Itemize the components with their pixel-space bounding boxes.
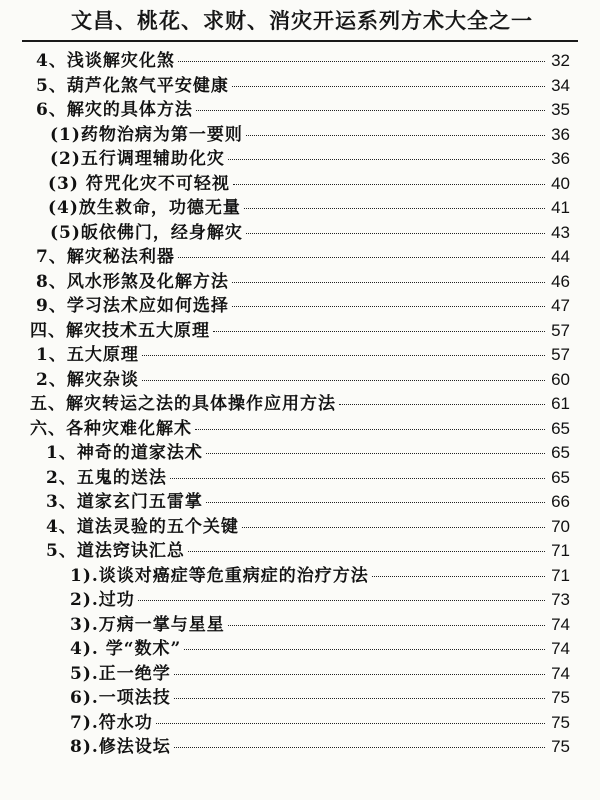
toc-entry-text: 1、五大原理 xyxy=(36,345,139,365)
dot-leader xyxy=(178,61,545,62)
toc-page-number: 40 xyxy=(551,173,570,193)
toc-entry xyxy=(36,267,570,291)
toc-entry xyxy=(70,732,570,756)
dot-leader xyxy=(232,306,545,307)
toc-page-number: 36 xyxy=(551,124,570,144)
toc-entry-text: 7).符水功 xyxy=(70,712,153,733)
toc-entry-text: 五、解灾转运之法的具体操作应用方法 xyxy=(30,394,336,414)
toc-page-number: 32 xyxy=(551,51,570,70)
toc-entry xyxy=(36,340,570,364)
toc-page-number: 36 xyxy=(551,149,570,168)
dot-leader xyxy=(242,527,545,528)
toc-entry xyxy=(70,708,570,732)
toc-entry-text: 5、葫芦化煞气平安健康 xyxy=(36,75,229,96)
toc-entry xyxy=(70,561,570,585)
toc-entry xyxy=(46,487,570,511)
dot-leader xyxy=(138,600,545,601)
toc-entry-text: 5).正一绝学 xyxy=(70,663,171,684)
toc-entry-text: (2)五行调理辅助化灾 xyxy=(50,149,225,169)
toc-page-number: 61 xyxy=(551,394,570,413)
toc-entry-text: 2、五鬼的送法 xyxy=(46,467,167,488)
toc-entry xyxy=(36,71,570,95)
toc-page-number: 71 xyxy=(551,541,570,560)
toc-entry xyxy=(46,463,570,487)
toc-entry xyxy=(30,316,570,340)
dot-leader xyxy=(174,747,545,748)
toc-entry-text: (4)放生救命，功德无量 xyxy=(48,198,241,218)
toc-entry xyxy=(50,120,570,144)
dot-leader xyxy=(170,478,545,479)
toc-entry-text: (1)药物治病为第一要则 xyxy=(50,124,243,145)
toc-entry xyxy=(70,683,570,707)
dot-leader xyxy=(213,331,545,332)
toc-page-number: 74 xyxy=(551,614,570,634)
toc-entry-text: 5、道法窍诀汇总 xyxy=(46,541,185,561)
toc-entry xyxy=(30,389,570,413)
toc-entry-text: 4、道法灵验的五个关键 xyxy=(46,516,239,537)
toc-entry-text: 2).过功 xyxy=(70,590,135,610)
toc-entry xyxy=(50,218,570,242)
toc-page-number: 43 xyxy=(551,222,570,242)
toc-page-number: 75 xyxy=(551,737,570,756)
toc-entry-text: 3、道家玄门五雷掌 xyxy=(46,492,203,512)
dot-leader xyxy=(206,502,545,503)
toc-entry-text: (5)皈依佛门，经身解灾 xyxy=(50,222,243,243)
toc-page-number: 47 xyxy=(551,296,570,315)
toc-page-number: 44 xyxy=(551,247,570,266)
toc-entry-text: 9、学习法术应如何选择 xyxy=(36,296,229,316)
dot-leader xyxy=(188,551,545,552)
toc-page-number: 65 xyxy=(551,443,570,462)
dot-leader xyxy=(233,184,545,185)
toc-entry-text: 8、风水形煞及化解方法 xyxy=(36,271,229,292)
dot-leader xyxy=(244,208,545,209)
toc-entry xyxy=(46,438,570,462)
dot-leader xyxy=(156,723,545,724)
toc-entry xyxy=(36,365,570,389)
toc-page-number: 46 xyxy=(551,271,570,291)
toc-entry xyxy=(46,536,570,560)
dot-leader xyxy=(174,674,545,675)
header-rule xyxy=(22,40,578,42)
dot-leader xyxy=(195,429,545,430)
toc-entry-text: (3) 符咒化灾不可轻视 xyxy=(48,173,230,194)
toc-entry-text: 六、各种灾难化解术 xyxy=(30,418,192,439)
dot-leader xyxy=(228,159,545,160)
running-header: 文昌、桃花、求财、消灾开运系列方术大全之一 xyxy=(71,8,533,33)
toc-page-number: 75 xyxy=(551,688,570,707)
toc-entry-text: 4). 学“数术” xyxy=(70,639,182,659)
toc-entry-text: 8).修法设坛 xyxy=(70,737,171,757)
dot-leader xyxy=(228,625,545,626)
toc-entry xyxy=(36,46,570,70)
toc-entry-text: 3).万病一掌与星星 xyxy=(70,614,225,635)
dot-leader xyxy=(232,86,545,87)
toc-page-number: 41 xyxy=(551,198,570,217)
dot-leader xyxy=(196,110,545,111)
toc-page-number: 60 xyxy=(551,369,570,389)
dot-leader xyxy=(372,576,545,577)
dot-leader xyxy=(246,233,545,234)
toc-entry xyxy=(70,585,570,609)
dot-leader xyxy=(206,453,545,454)
toc-entry xyxy=(36,291,570,315)
toc-entry-text: 1).谈谈对癌症等危重病症的治疗方法 xyxy=(70,565,369,586)
toc-page-number: 71 xyxy=(551,565,570,585)
toc-page-number: 34 xyxy=(551,75,570,95)
toc-entry xyxy=(50,144,570,168)
toc-entry xyxy=(30,414,570,438)
dot-leader xyxy=(142,355,545,356)
toc-entry-text: 7、解灾秘法利器 xyxy=(36,247,175,267)
toc-page-number: 74 xyxy=(551,639,570,658)
toc-entry-text: 6、解灾的具体方法 xyxy=(36,100,193,120)
toc-page-number: 57 xyxy=(551,345,570,364)
toc-page-number: 65 xyxy=(551,418,570,438)
dot-leader xyxy=(174,698,545,699)
toc-entry xyxy=(46,512,570,536)
toc-entry-text: 6).一项法技 xyxy=(70,688,171,708)
dot-leader xyxy=(232,282,545,283)
toc-page-number: 57 xyxy=(551,320,570,340)
dot-leader xyxy=(339,404,545,405)
dot-leader xyxy=(184,649,545,650)
toc-entry xyxy=(48,193,570,217)
toc-entry xyxy=(36,242,570,266)
toc-page-number: 66 xyxy=(551,492,570,511)
toc-entry xyxy=(70,659,570,683)
toc-page-number: 74 xyxy=(551,663,570,683)
toc-page-number: 35 xyxy=(551,100,570,119)
toc-page-number: 65 xyxy=(551,467,570,487)
toc-entry xyxy=(70,610,570,634)
toc-page-number: 70 xyxy=(551,516,570,536)
toc-entry xyxy=(48,169,570,193)
toc-entry-text: 4、浅谈解灾化煞 xyxy=(36,51,175,71)
dot-leader xyxy=(178,257,545,258)
toc-entry-text: 2、解灾杂谈 xyxy=(36,369,139,390)
toc-entry xyxy=(36,95,570,119)
toc-entry-text: 1、神奇的道家法术 xyxy=(46,443,203,463)
toc-page-number: 75 xyxy=(551,712,570,732)
toc-entry xyxy=(70,634,570,658)
dot-leader xyxy=(142,380,545,381)
toc-entry-text: 四、解灾技术五大原理 xyxy=(30,320,210,341)
toc-page-number: 73 xyxy=(551,590,570,609)
dot-leader xyxy=(246,135,545,136)
